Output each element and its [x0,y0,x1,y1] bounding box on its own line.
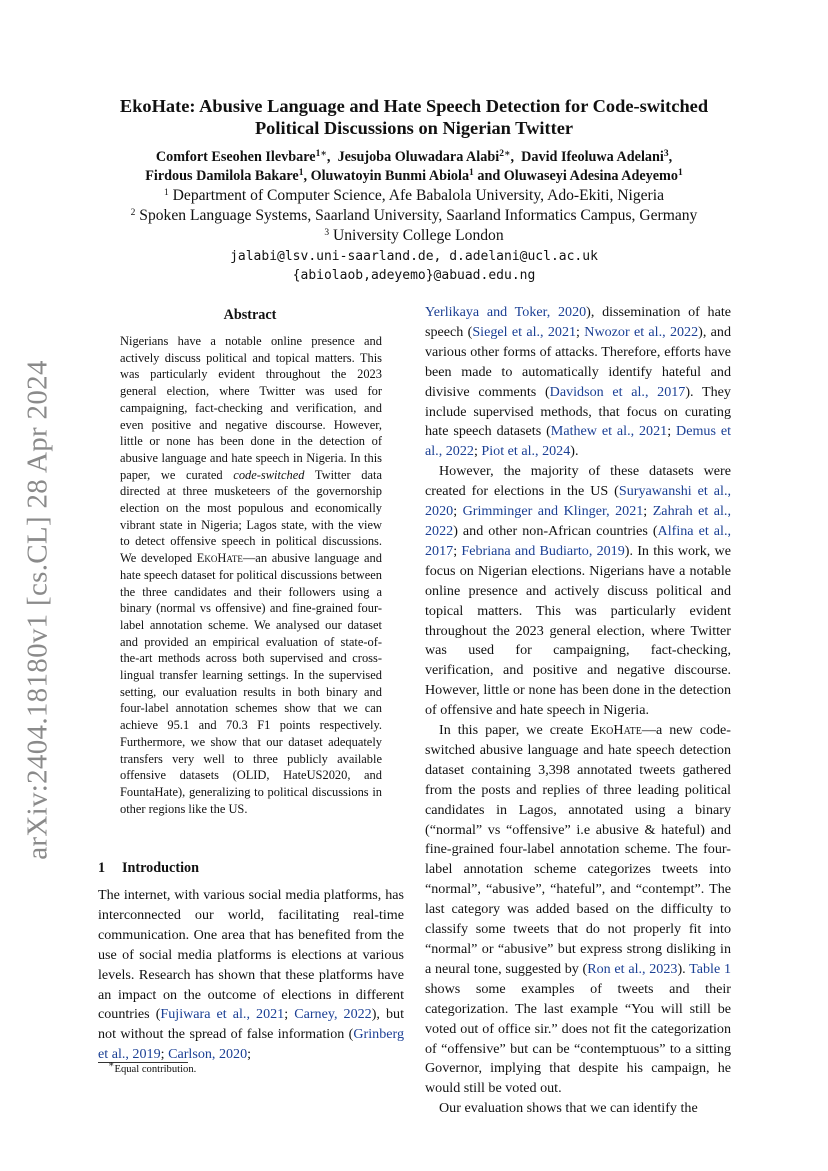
body-text: ; [247,1046,252,1063]
footnote-mark: ∗ [108,1060,115,1070]
abstract-text: Twitter data directed at three musketeers of the governorship election on the most populous and economically vibrant state in Nigeria; Lagos state, with the view to detect offensive speech in political discussions. We developed [120,467,382,566]
citation-link[interactable]: Carney, 2022 [294,1006,372,1023]
abstract-emphasis: code-switched [233,467,305,482]
citation-link[interactable]: Fujiwara et al., 2021 [160,1006,285,1023]
email-list [86,247,742,285]
citation-link[interactable]: Demus et al., 2022 [425,423,731,460]
body-paragraph [425,721,731,1099]
body-text: ; [284,1006,295,1023]
citation-link[interactable]: Febriana and Budiarto, 2019 [461,542,625,559]
affiliation-text: Department of Computer Science, Afe Babalola University, Ado-Ekiti, Nigeria [172,187,664,204]
affiliation-item [86,186,742,206]
author-mark: 1 [677,168,683,178]
abstract-text: —an abusive language and hate speech dataset for political discussions between the three candidates and their followers using a binary (normal vs offensive) and fine-grained four-label annotation scheme. We analysed our dataset and provided an empirical evaluation of state-of-the-art methods across both supervised and cross-lingual transfer learning settings. In the supervised setting, our evaluation results in both binary and four-label annotation schemes show that we can achieve 95.1 and 70.3 F1 points respectively. Furthermore, we show that our dataset adequately transfers very well to three publicly available offensive datasets (OLID, HateUS2020, and FountaHate), generalizing to political discussions in other regions like the US. [120,551,382,816]
author-mark: 1∗ [315,149,327,159]
paper-title: EkoHate: Abusive Language and Hate Speech Detection for Code-switched Political Discussions on Nigerian Twitter [119,96,709,138]
citation-link[interactable]: Zahrah et al., 2022 [425,503,731,539]
author-name: David Ifeoluwa Adelani [521,149,664,165]
dataset-name: EkoHate [196,551,243,566]
author-name: Comfort Eseohen Ilevbare [155,149,316,165]
author-name: Oluwaseyi Adesina Adeyemo [503,168,678,184]
body-text: ) and other non-African countries ( [453,522,658,539]
author-mark: 1 [298,168,304,178]
arxiv-stamp [18,360,58,860]
body-text: ; [453,503,463,520]
body-paragraph [425,303,731,462]
author-conjunction: and [477,168,501,184]
citation-link[interactable]: Siegel et al., 2021 [472,323,577,340]
right-column [425,303,731,1119]
body-text: In this paper, we create [439,722,591,739]
citation-link[interactable]: Grimminger and Klinger, 2021 [462,503,644,520]
body-text: ). In this work, we focus on Nigerian elections. Nigerians have a notable online presence and actively discuss political and topical matters. This was particularly evident throughout the 2023 general election, where Twitter was used for campaigning, fact-checking, verification, and positive and negative discourse. However, little or none has been done in the detection of offensive and hate speech in Nigeria. [425,542,731,719]
author-mark: 3 [663,149,669,159]
citation-link[interactable]: Alfina et al., 2017 [425,522,731,559]
body-text: ; [160,1046,169,1063]
body-text: shows some examples of tweets and their categorization. The last example “You will still be voted out of office sir.” does not fit the categorization of “offensive” but can be “contemptuous” to a sitting Governor, implying that despite his campaign, he would still be voted out. [425,980,731,1097]
affiliation-item [86,226,742,246]
body-text: —a new code-switched abusive language and hate speech detection dataset containing 3,398 annotated tweets gathered from the posts and replies of three leading political candidates in Lagos, annotated using a binary (“normal” vs “offensive” i.e abusive & hateful) and fine-grained four-label annotation scheme. The four-label annotation scheme categorizes tweets into “normal”, “abusive”, “hateful”, and “contempt”. The last category was added based on the difficulty to classify some tweets that do not properly fit into “normal” or “abusive” but express strong disliking in a neural tone, suggested by ( [425,722,731,977]
body-text: ; [667,423,677,440]
author-list: Comfort Eseohen Ilevbare$^{1∗}$, Jesujoba Oluwadara Alabi$^{2∗}$, David Ifeoluwa Adelani$^3$, Firdous Damilola Bakare$^1$, Oluwatoyin Bunmi Abiola$^1$ and Oluwaseyi Adesina Adeyemo$^1$ [145,149,683,184]
body-text: The internet, with various social media platforms, has interconnected our world, facilitating real-time communication. One area that has benefited from the use of social media platforms is elections at various levels. Research has shown that these platforms have an impact on the outcome of elections in different countries ( [98,887,404,1023]
body-text: ), dissemination of hate speech ( [425,304,731,340]
section-heading [98,860,199,877]
body-paragraph: Our evaluation shows that we can identify the [439,1100,698,1117]
body-paragraph [425,462,731,721]
citation-link[interactable]: Piot et al., 2024 [481,443,571,460]
author-name: Firdous Damilola Bakare [145,168,299,184]
citation-link[interactable]: Grinberg et al., 2019 [98,1026,404,1063]
arxiv-stamp-text: arXiv:2404.18180v1 [cs.CL] 28 Apr 2024 [21,360,54,860]
citation-link[interactable]: Suryawanshi et al., 2020 [425,483,731,520]
affiliation-text: University College London [333,227,504,244]
body-text: ; [576,323,585,340]
citation-link[interactable]: Nwozor et al., 2022 [584,323,699,340]
citation-link[interactable]: Ron et al., 2023 [587,960,678,977]
citation-link[interactable]: Davidson et al., 2017 [549,383,686,400]
body-text: ; [473,443,482,460]
body-text: ). They include supervised methods, that focus on curating hate speech datasets ( [425,383,731,440]
body-text: ; [453,542,462,559]
author-name: Jesujoba Oluwadara Alabi [337,149,500,165]
body-text: ), and various other forms of attacks. Therefore, efforts have been made to automatically identify hateful and divisive comments ( [425,323,732,400]
dataset-name: EkoHate [590,722,642,739]
body-text: ). [570,443,579,460]
body-text: ). [677,960,690,977]
affiliation-item [86,206,742,226]
abstract-body [120,333,382,817]
citation-link[interactable]: Carlson, 2020 [168,1046,248,1063]
abstract-heading: Abstract [223,307,277,323]
body-text: ; [643,503,653,520]
email-line[interactable]: jalabi@lsv.uni-saarland.de, d.adelani@ucl.ac.uk [230,249,598,264]
intro-paragraph [98,886,404,1065]
affiliation-text: Spoken Language Systems, Saarland University, Saarland Informatics Campus, Germany [139,207,698,224]
affiliation-list [86,186,742,246]
affiliation-mark: 2 [130,208,136,218]
author-mark: 1 [469,168,474,178]
citation-link[interactable]: Yerlikaya and Toker, 2020 [425,304,587,320]
section-title: Introduction [122,860,199,876]
table-reference-link[interactable]: Table 1 [689,960,731,977]
footnote [108,1060,197,1075]
author-mark: 2∗ [499,149,511,159]
affiliation-mark: 1 [163,188,169,198]
section-number: 1 [98,860,106,876]
body-text: ), but not without the spread of false information ( [98,1006,405,1043]
body-text: However, the majority of these datasets were created for elections in the US ( [425,463,731,500]
email-line[interactable]: {abiolaob,adeyemo}@abuad.edu.ng [292,268,536,283]
abstract-text: Nigerians have a notable online presence and actively discuss political and topical matters. This was particularly evident throughout the 2023 general election, where Twitter was used for campaigning, fact-checking and verification, and even positive and negative discourse. However, little or none has been done in the detection of abusive language and hate speech in Nigeria. In this paper, we curated [120,334,382,482]
author-name: Oluwatoyin Bunmi Abiola [310,168,470,184]
footnote-text: Equal contribution. [114,1064,197,1075]
affiliation-mark: 3 [324,228,330,238]
citation-link[interactable]: Mathew et al., 2021 [550,423,668,440]
